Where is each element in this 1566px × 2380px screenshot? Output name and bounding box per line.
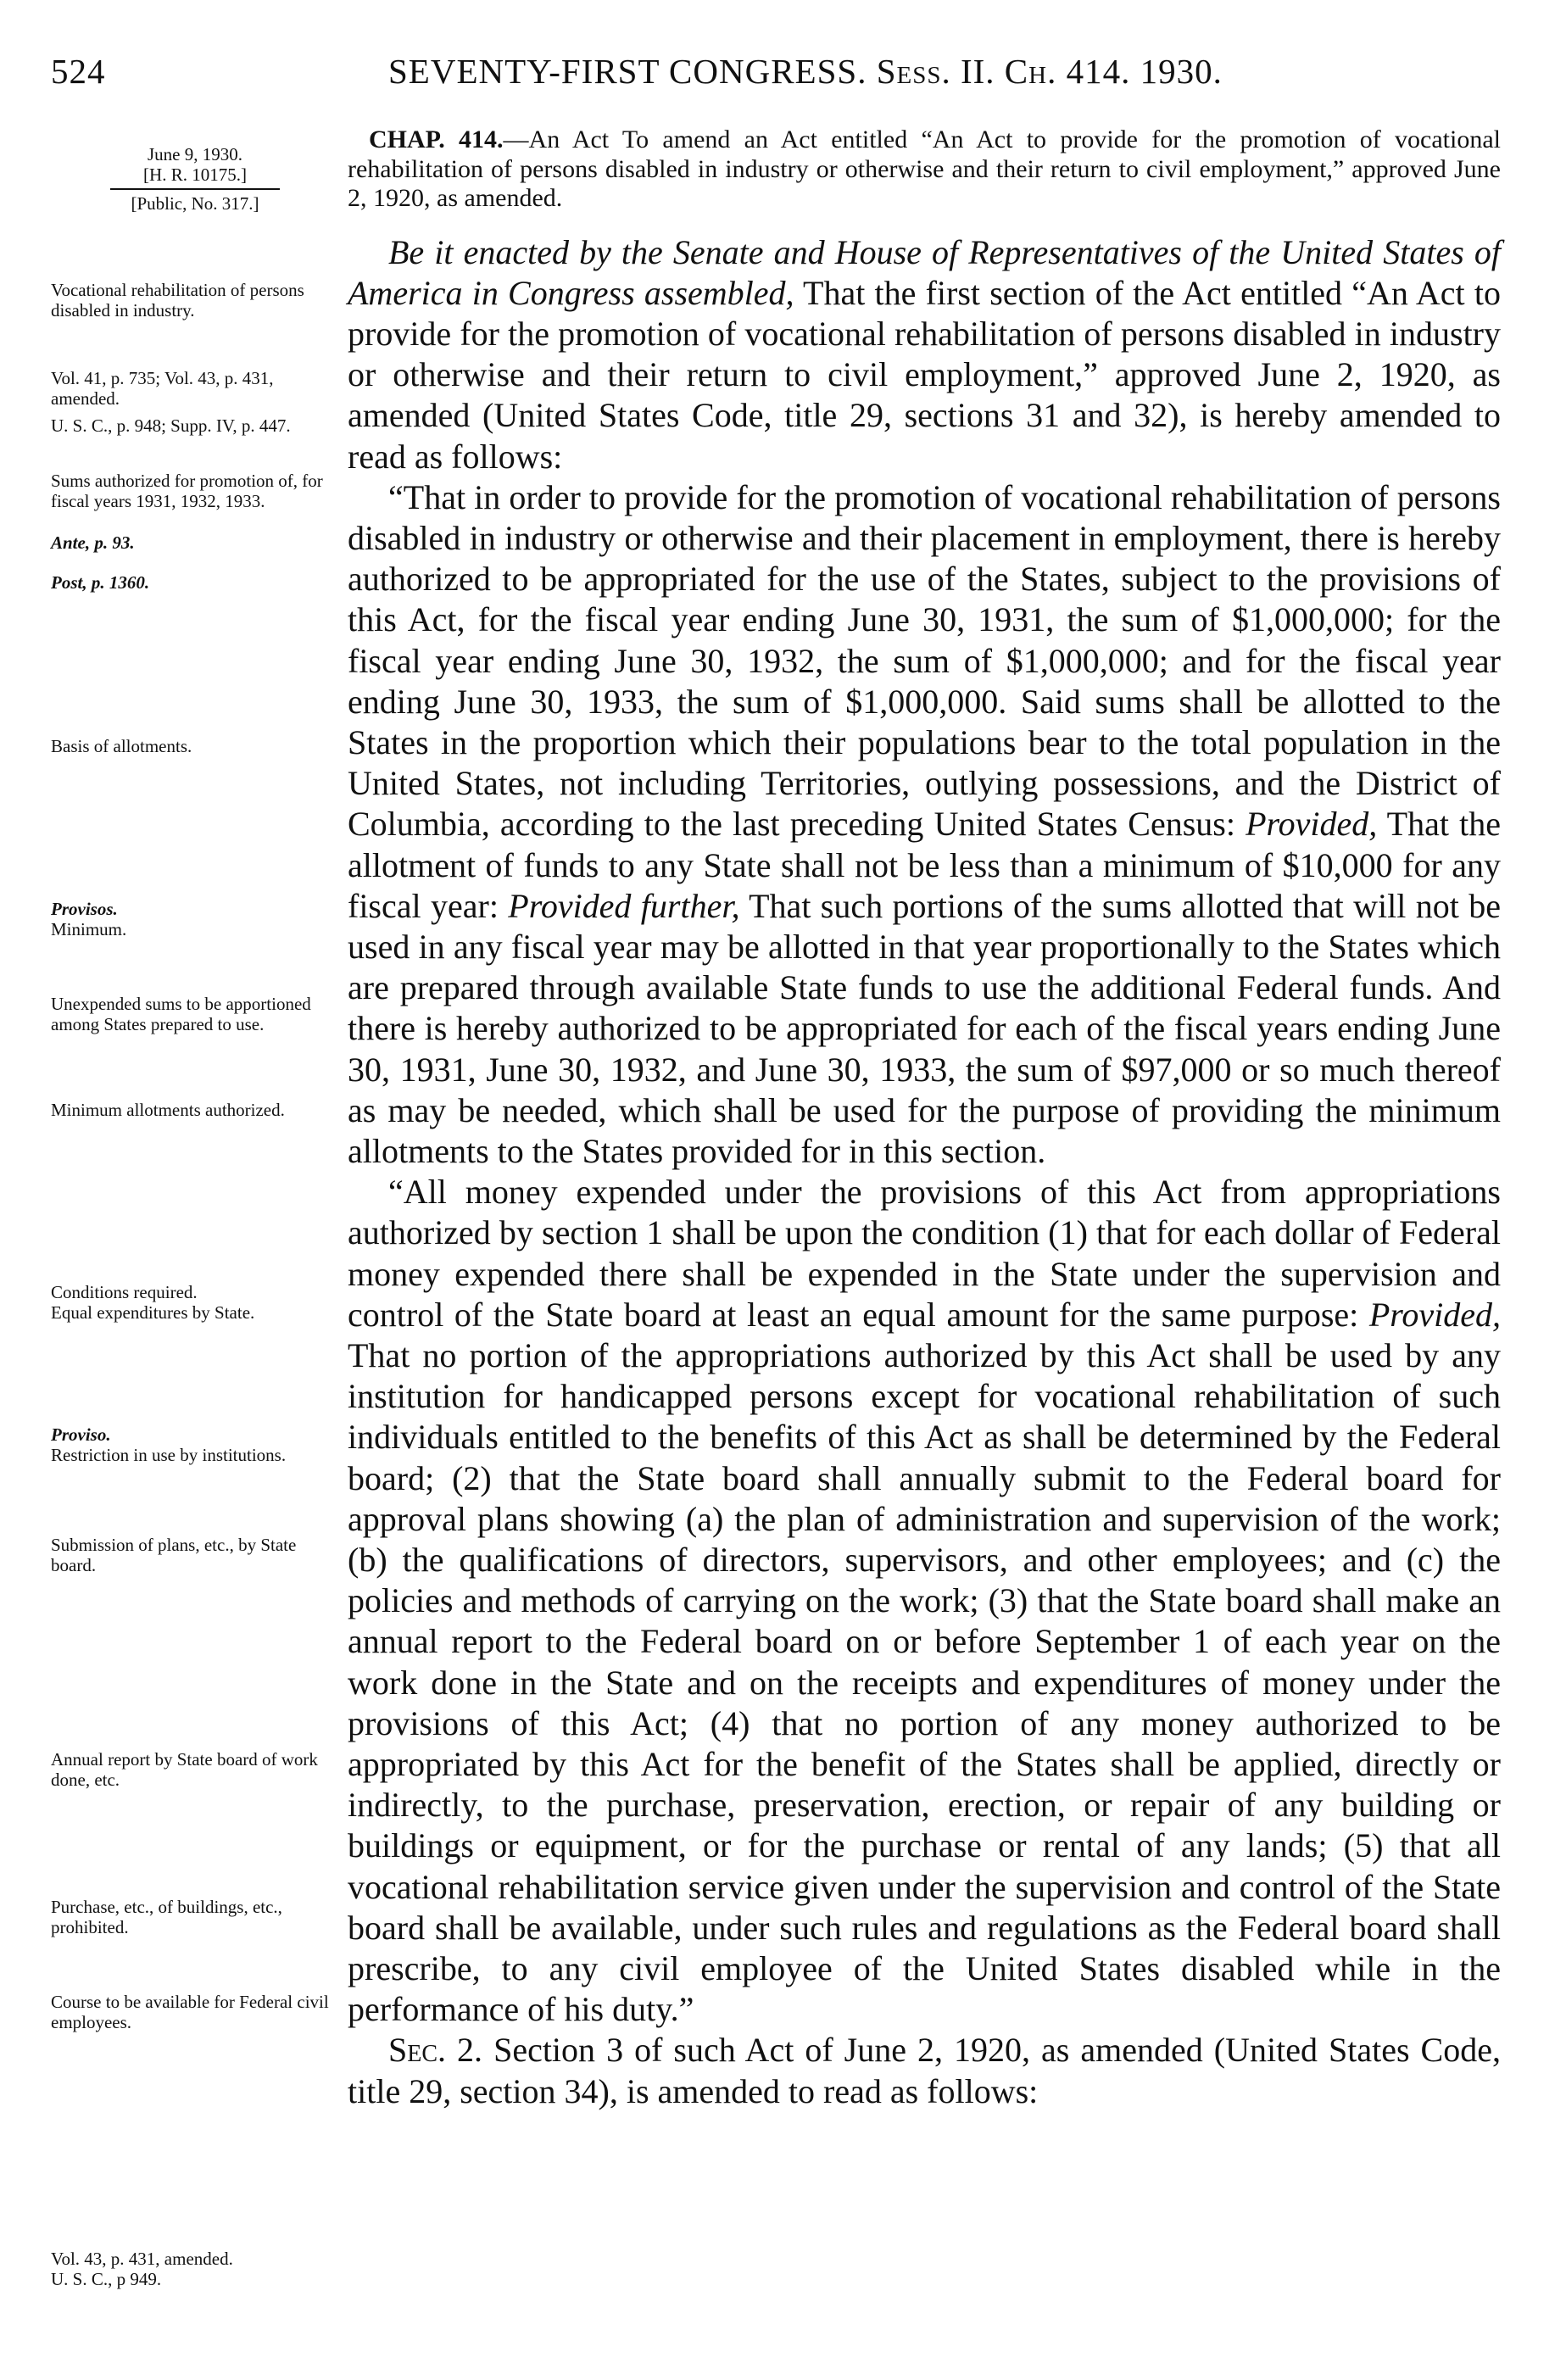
margin-note-submission: Submission of plans, etc., by State board. [51,1535,297,1575]
section-2-paragraph: Sec. 2. Section 3 of such Act of June 2, 1920, as amended (United States Code, title 29, section 34), is amended to read as follows: [348,2031,1501,2110]
running-title [388,51,1223,92]
enacting-clause: Be it enacted by the Senate and House of Representatives of the United States of America in Congress assembled, [348,232,1501,312]
margin-note-course: Course to be available for Federal civil employees. [51,1992,329,2032]
chapter-title: —An Act To amend an Act entitled “An Act to provide for the promotion of vocational rehabilitation of persons disabled in industry or otherwise and their return to civil employment,” approved June 2, 1920, as amended. [348,125,1501,212]
margin-note-date: June 9, 1930. [H. R. 10175.] [Public, No. 317.] [51,144,339,214]
conditions-paragraph: “All money expended under the provisions of this Act from appropriations authorized by section 1 shall be upon the condition (1) that for each dollar of Federal money expended there shall be expended in the State under the supervision and control of the State board at least an equal amount for the same purpose: Provided, That no portion of the appropriations authorized by this Act shall be used by any institution for handicapped persons except for vocational rehabilitation of such individuals entitled to the benefits of this Act as shall be determined by the Federal board; (2) that the State board shall annually submit to the Federal board for approval plans showing (a) the plan of administration and supervision of the work; (b) the qualifications of directors, supervisors, and other employees; and (c) the policies and methods of carrying on the work; (3) that the State board shall make an annual report to the Federal board on or before September 1 of each year on the work done in the State and on the receipts and expenditures of money under the provisions of this Act; (4) that no portion of any money authorized to be appropriated by this Act for the benefit of the States shall be applied, directly or indirectly, to the purchase, preservation, erection, or repair of any building or buildings or equipment, or for the purchase or rental of any lands; (5) that all vocational rehabilitation service given under the supervision and control of the State board shall be available, under such rules and regulations as the Federal board shall prescribe, to any civil employee of the United States disabled while in the performance of his duty.” [348,1173,1501,2029]
page-header [51,51,1501,110]
enacting-paragraph: Be it enacted by the Senate and House of Representatives of the United States of America in Congress assembled, That the first section of the Act entitled “An Act to provide for the promotion of vocational rehabilitation of persons disabled in industry or otherwise and their return to civil employment,” approved June 2, 1920, as amended (United States Code, title 29, sections 31 and 32), is hereby amended to read as follows: [348,232,1501,476]
margin-note-conditions: Conditions required. Equal expenditures by State. [51,1282,255,1323]
section-1-paragraph: “That in order to provide for the promotion of vocational rehabilitation of persons disabled in industry or otherwise and their placement in employment, there is hereby authorized to be appropriated for the use of the States, subject to the provisions of this Act, for the fiscal year ending June 30, 1931, the sum of $1,000,000; for the fiscal year ending June 30, 1932, the sum of $1,000,000; and for the fiscal year ending June 30, 1933, the sum of $1,000,000. Said sums shall be allotted to the States in the proportion which their populations bear to the total population in the United States, not including Territories, outlying possessions, and the District of Columbia, according to the last preceding United States Census: Provided, That the allotment of funds to any State shall not be less than a minimum of $10,000 for any fiscal year: Provided further, That such portions of the sums allotted that will not be used in any fiscal year may be allotted in that year proportionally to the States which are prepared through available State funds to use the additional Federal funds. And there is hereby authorized to be appropriated for each of the fiscal years ending June 30, 1931, June 30, 1932, and June 30, 1933, the sum of $97,000 or so much thereof as may be needed, which shall be used for the purpose of providing the minimum allotments to the States provided for in this section. [348,477,1501,1170]
session-label: Sess. II. [876,52,995,91]
page-number: 524 [51,52,106,91]
chapter-number: CHAP. 414. [369,125,504,153]
margin-note-vocational: Vocational rehabilitation of persons disabled in industry. [51,280,304,320]
margin-note-annual: Annual report by State board of work done, etc. [51,1749,318,1790]
margin-note-unexpended: Unexpended sums to be apportioned among States prepared to use. [51,994,311,1034]
margin-note-vol43: Vol. 43, p. 431, amended. U. S. C., p 949. [51,2249,233,2289]
margin-note-usc: U. S. C., p. 948; Supp. IV, p. 447. [51,415,291,436]
chapter-heading [348,125,1501,214]
margin-note-sums: Sums authorized for promotion of, for fiscal years 1931, 1932, 1933. [51,471,323,511]
margin-note-vol41: Vol. 41, p. 735; Vol. 43, p. 431, amended. [51,368,274,409]
statute-text [348,125,1501,2112]
margin-note-provisos: Provisos. Minimum. [51,899,127,939]
congress-name: SEVENTY-FIRST CONGRESS. [388,52,867,91]
margin-note-proviso: Proviso. Restriction in use by institutions. [51,1424,287,1465]
section-label: Sec. 2. [388,2031,483,2070]
margin-note-min-allot: Minimum allotments authorized. [51,1100,285,1120]
margin-note-ante: Ante, p. 93. [51,532,135,553]
margin-note-basis: Basis of allotments. [51,736,192,756]
year-label: 1930. [1140,52,1223,91]
margin-note-post: Post, p. 1360. [51,572,150,593]
chapter-label: Ch. 414. [1004,52,1131,91]
margin-note-purchase: Purchase, etc., of buildings, etc., prohibited. [51,1897,282,1937]
